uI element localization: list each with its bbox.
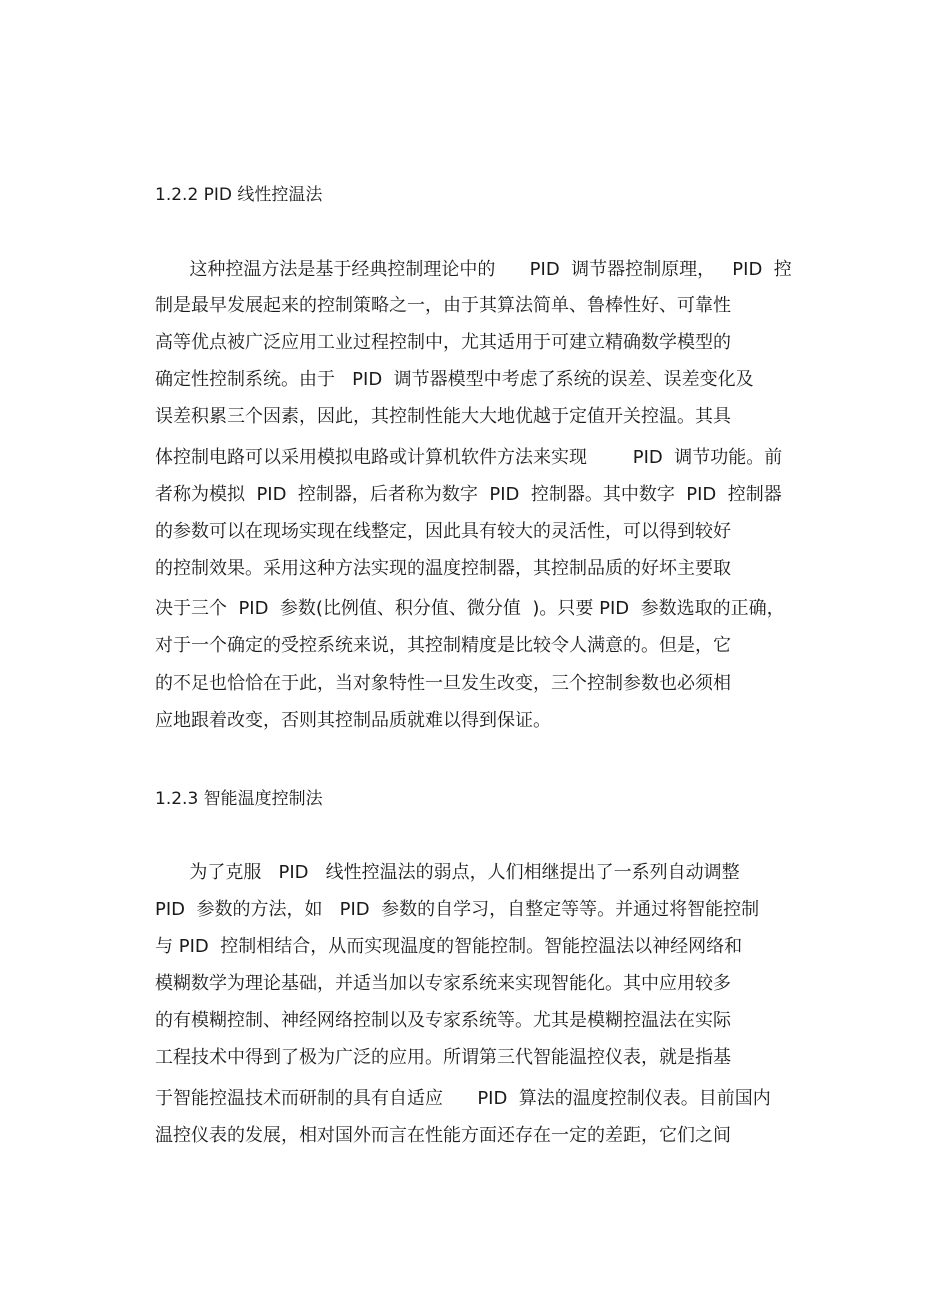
paragraph-line: 制是最早发展起来的控制策略之一，由于其算法简单、鲁棒性好、可靠性	[155, 295, 731, 316]
paragraph-line: 于智能控温技术而研制的具有自适应 PID 算法的温度控制仪表。目前国内	[155, 1088, 771, 1109]
paragraph-line: 者称为模拟 PID 控制器，后者称为数字 PID 控制器。其中数字 PID 控制器	[155, 484, 782, 505]
section-heading-1-2-2: 1.2.2 PID 线性控温法	[155, 185, 323, 205]
paragraph-line: 确定性控制系统。由于 PID 调节器模型中考虑了系统的误差、误差变化及	[155, 369, 754, 390]
paragraph-line: 模糊数学为理论基础，并适当加以专家系统来实现智能化。其中应用较多	[155, 973, 731, 994]
paragraph-line: 与 PID 控制相结合，从而实现温度的智能控制。智能控温法以神经网络和	[155, 936, 743, 957]
paragraph-line: 决于三个 PID 参数(比例值、积分值、微分值 )。只要 PID 参数选取的正确，	[155, 598, 785, 619]
paragraph-line: 体控制电路可以采用模拟电路或计算机软件方法来实现 PID 调节功能。前	[155, 447, 783, 468]
paragraph-line: 工程技术中得到了极为广泛的应用。所谓第三代智能温控仪表，就是指基	[155, 1047, 731, 1068]
paragraph-line: 误差积累三个因素，因此，其控制性能大大地优越于定值开关控温。其具	[155, 406, 731, 427]
paragraph-line: 应地跟着改变，否则其控制品质就难以得到保证。	[155, 710, 551, 731]
section-heading-1-2-3: 1.2.3 智能温度控制法	[155, 789, 323, 809]
paragraph-line: 的参数可以在现场实现在线整定，因此具有较大的灵活性，可以得到较好	[155, 521, 731, 542]
paragraph-line: 的不足也恰恰在于此，当对象特性一旦发生改变，三个控制参数也必须相	[155, 673, 731, 694]
paragraph-line: 对于一个确定的受控系统来说，其控制精度是比较令人满意的。但是，它	[155, 635, 731, 656]
paragraph-line: 为了克服 PID 线性控温法的弱点，人们相继提出了一系列自动调整	[155, 862, 740, 883]
paragraph-line: PID 参数的方法，如 PID 参数的自学习，自整定等等。并通过将智能控制	[155, 899, 760, 920]
paragraph-line: 温控仪表的发展，相对国外而言在性能方面还存在一定的差距，它们之间	[155, 1125, 731, 1146]
paragraph-line: 高等优点被广泛应用工业过程控制中，尤其适用于可建立精确数学模型的	[155, 332, 731, 353]
paragraph-line: 的有模糊控制、神经网络控制以及专家系统等。尤其是模糊控温法在实际	[155, 1010, 731, 1031]
paragraph-line: 的控制效果。采用这种方法实现的温度控制器，其控制品质的好坏主要取	[155, 558, 731, 579]
paragraph-line: 这种控温方法是基于经典控制理论中的 PID 调节器控制原理， PID 控	[155, 259, 792, 280]
